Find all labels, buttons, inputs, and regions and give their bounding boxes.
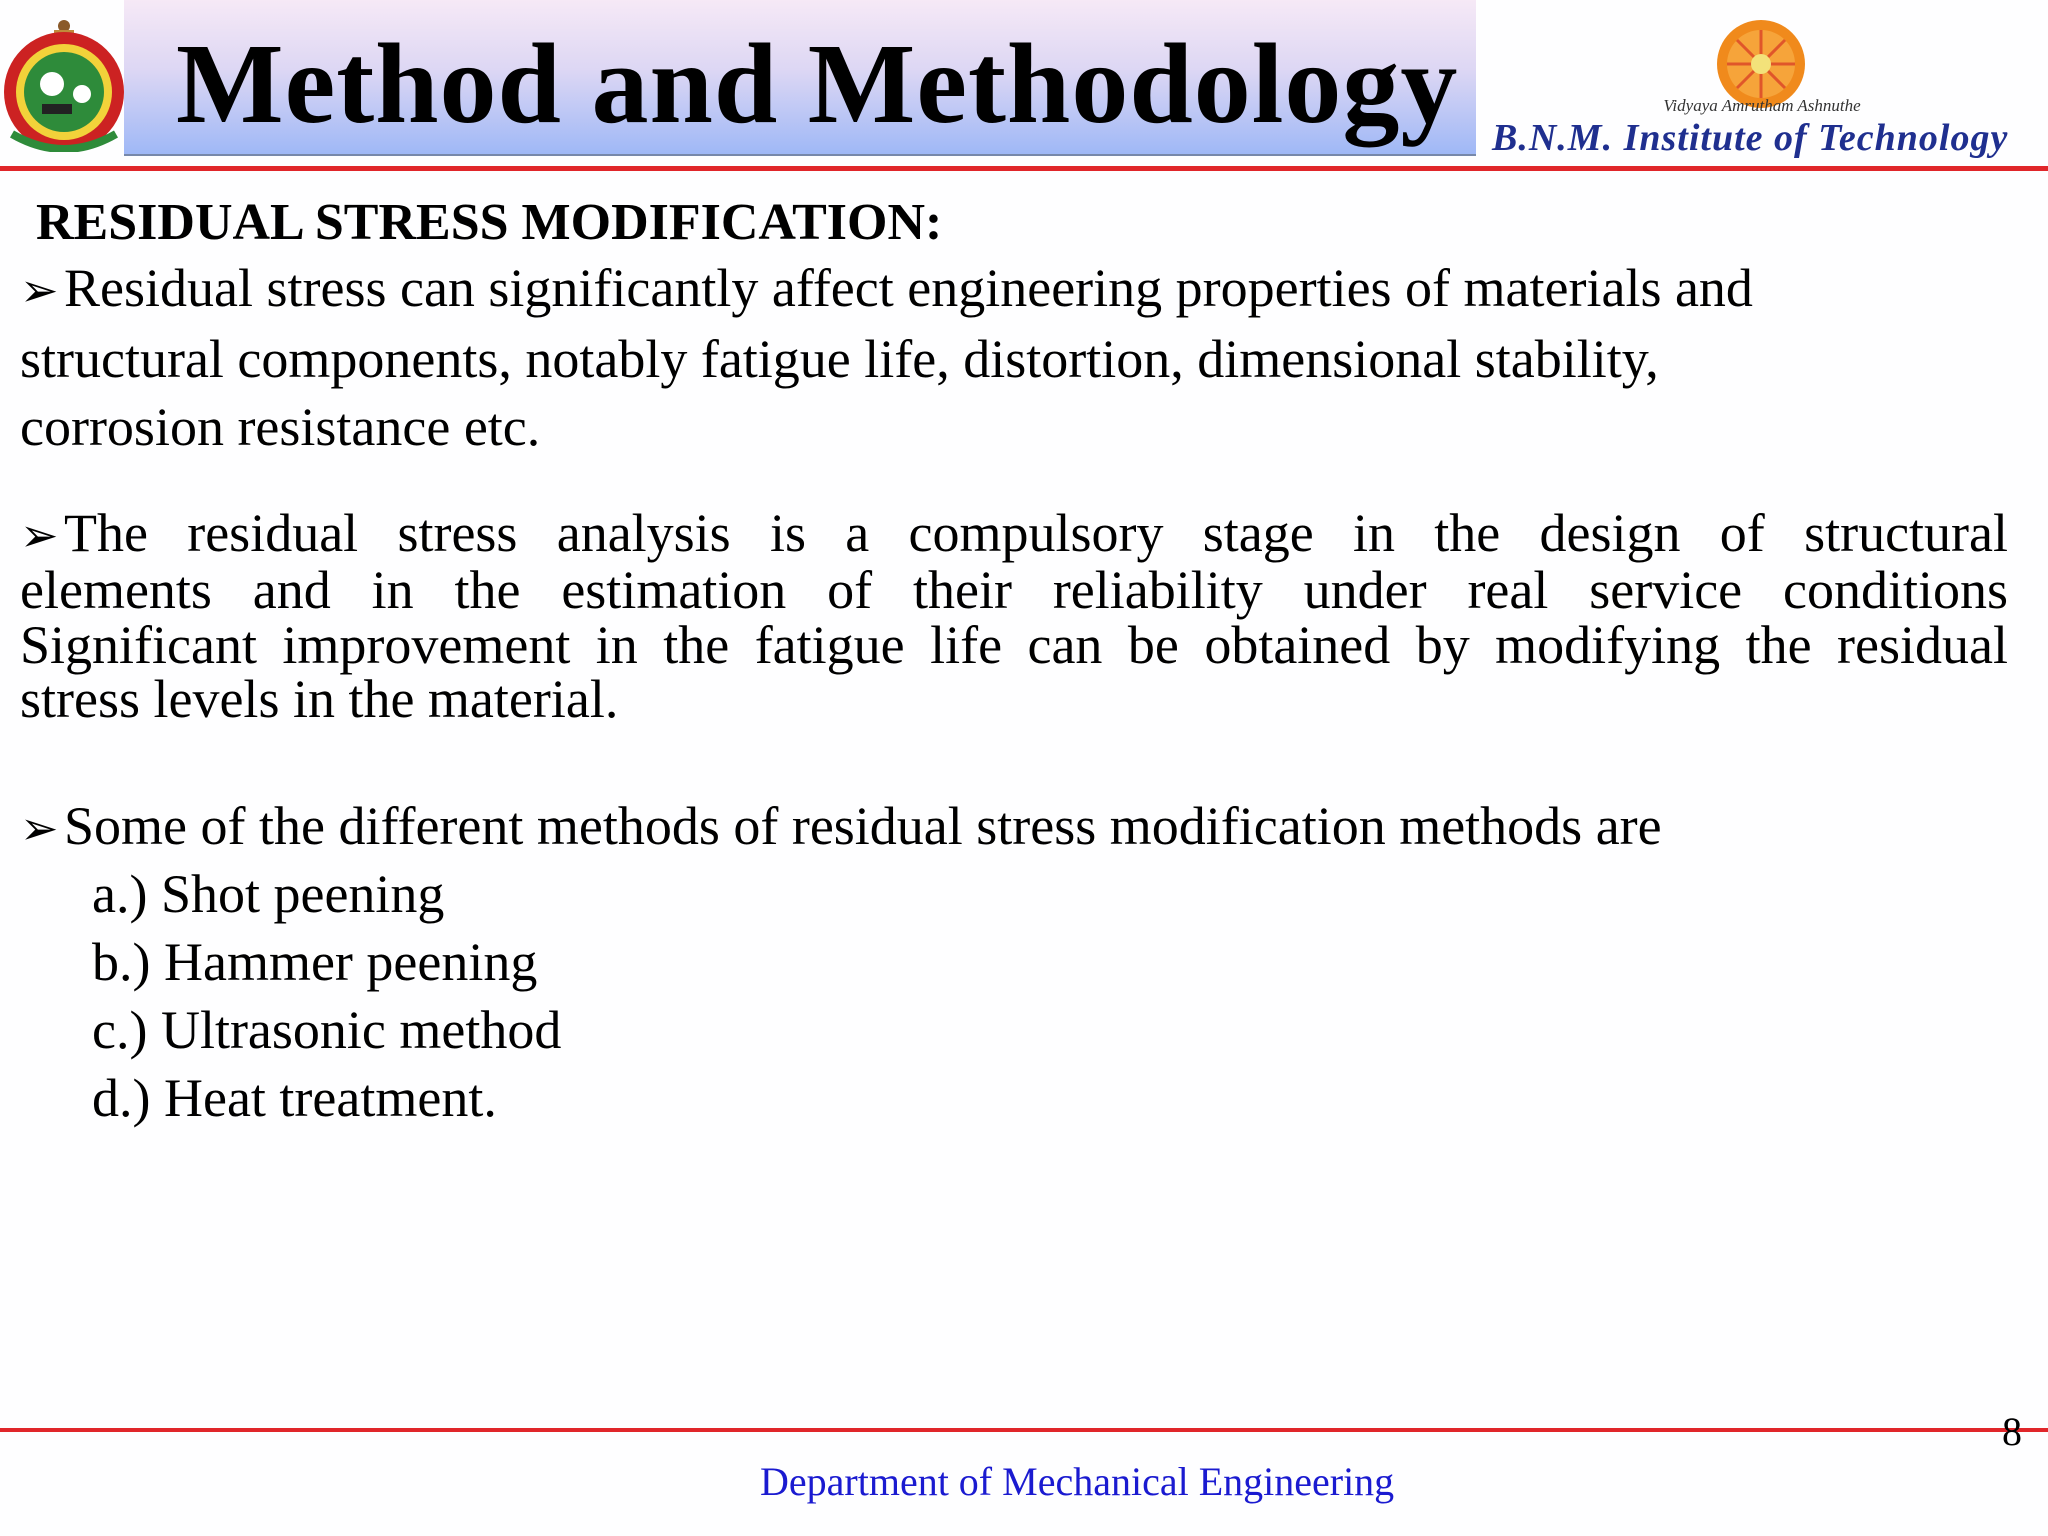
- paragraph-1: [20, 254, 1753, 461]
- section-heading: RESIDUAL STRESS MODIFICATION:: [36, 194, 943, 251]
- paragraph-3: ➢ Some of the different methods of residual stress modification methods are: [20, 792, 1662, 863]
- department-name: Department of Mechanical Engineering: [760, 1459, 1395, 1504]
- list-item: d.) Heat treatment.: [92, 1068, 497, 1128]
- institute-motto: Vidyaya Amrutham Ashnuthe: [1663, 96, 1861, 115]
- footer-divider: [0, 1428, 2048, 1432]
- list-item: a.) Shot peening: [92, 864, 445, 924]
- para2-line-2: elements and in the estimation of their reliability under real service conditions: [20, 560, 2008, 620]
- list-item: c.) Ultrasonic method: [92, 1000, 562, 1060]
- university-logo: [2, 14, 126, 152]
- methods-list: [92, 860, 561, 1132]
- paragraph-2: [20, 503, 2008, 675]
- institute-name: B.N.M. Institute of Technology: [1492, 117, 2009, 159]
- para2-line-4: stress levels in the material.: [20, 669, 619, 729]
- header-divider: [0, 166, 2048, 171]
- para2-line-3: Significant improvement in the fatigue life can be obtained by modifying the residual: [20, 615, 2008, 675]
- bullet-arrow-icon: ➢: [20, 803, 59, 854]
- institute-logo: [1478, 0, 2046, 168]
- para1-line-1: ➢ Residual stress can significantly affect engineering properties of materials and: [20, 254, 1753, 325]
- slide-title: Method and Methodology: [176, 20, 1459, 147]
- bullet-arrow-icon: ➢: [20, 510, 59, 561]
- para2-line-1: ➢ The residual stress analysis is a compulsory stage in the design of structural: [20, 503, 2008, 563]
- bullet-arrow-icon: ➢: [20, 265, 59, 316]
- para1-line-3: corrosion resistance etc.: [20, 397, 541, 457]
- page-number: 8: [2002, 1409, 2022, 1454]
- para1-line-2: structural components, notably fatigue life, distortion, dimensional stability,: [20, 329, 1659, 389]
- list-item: b.) Hammer peening: [92, 932, 538, 992]
